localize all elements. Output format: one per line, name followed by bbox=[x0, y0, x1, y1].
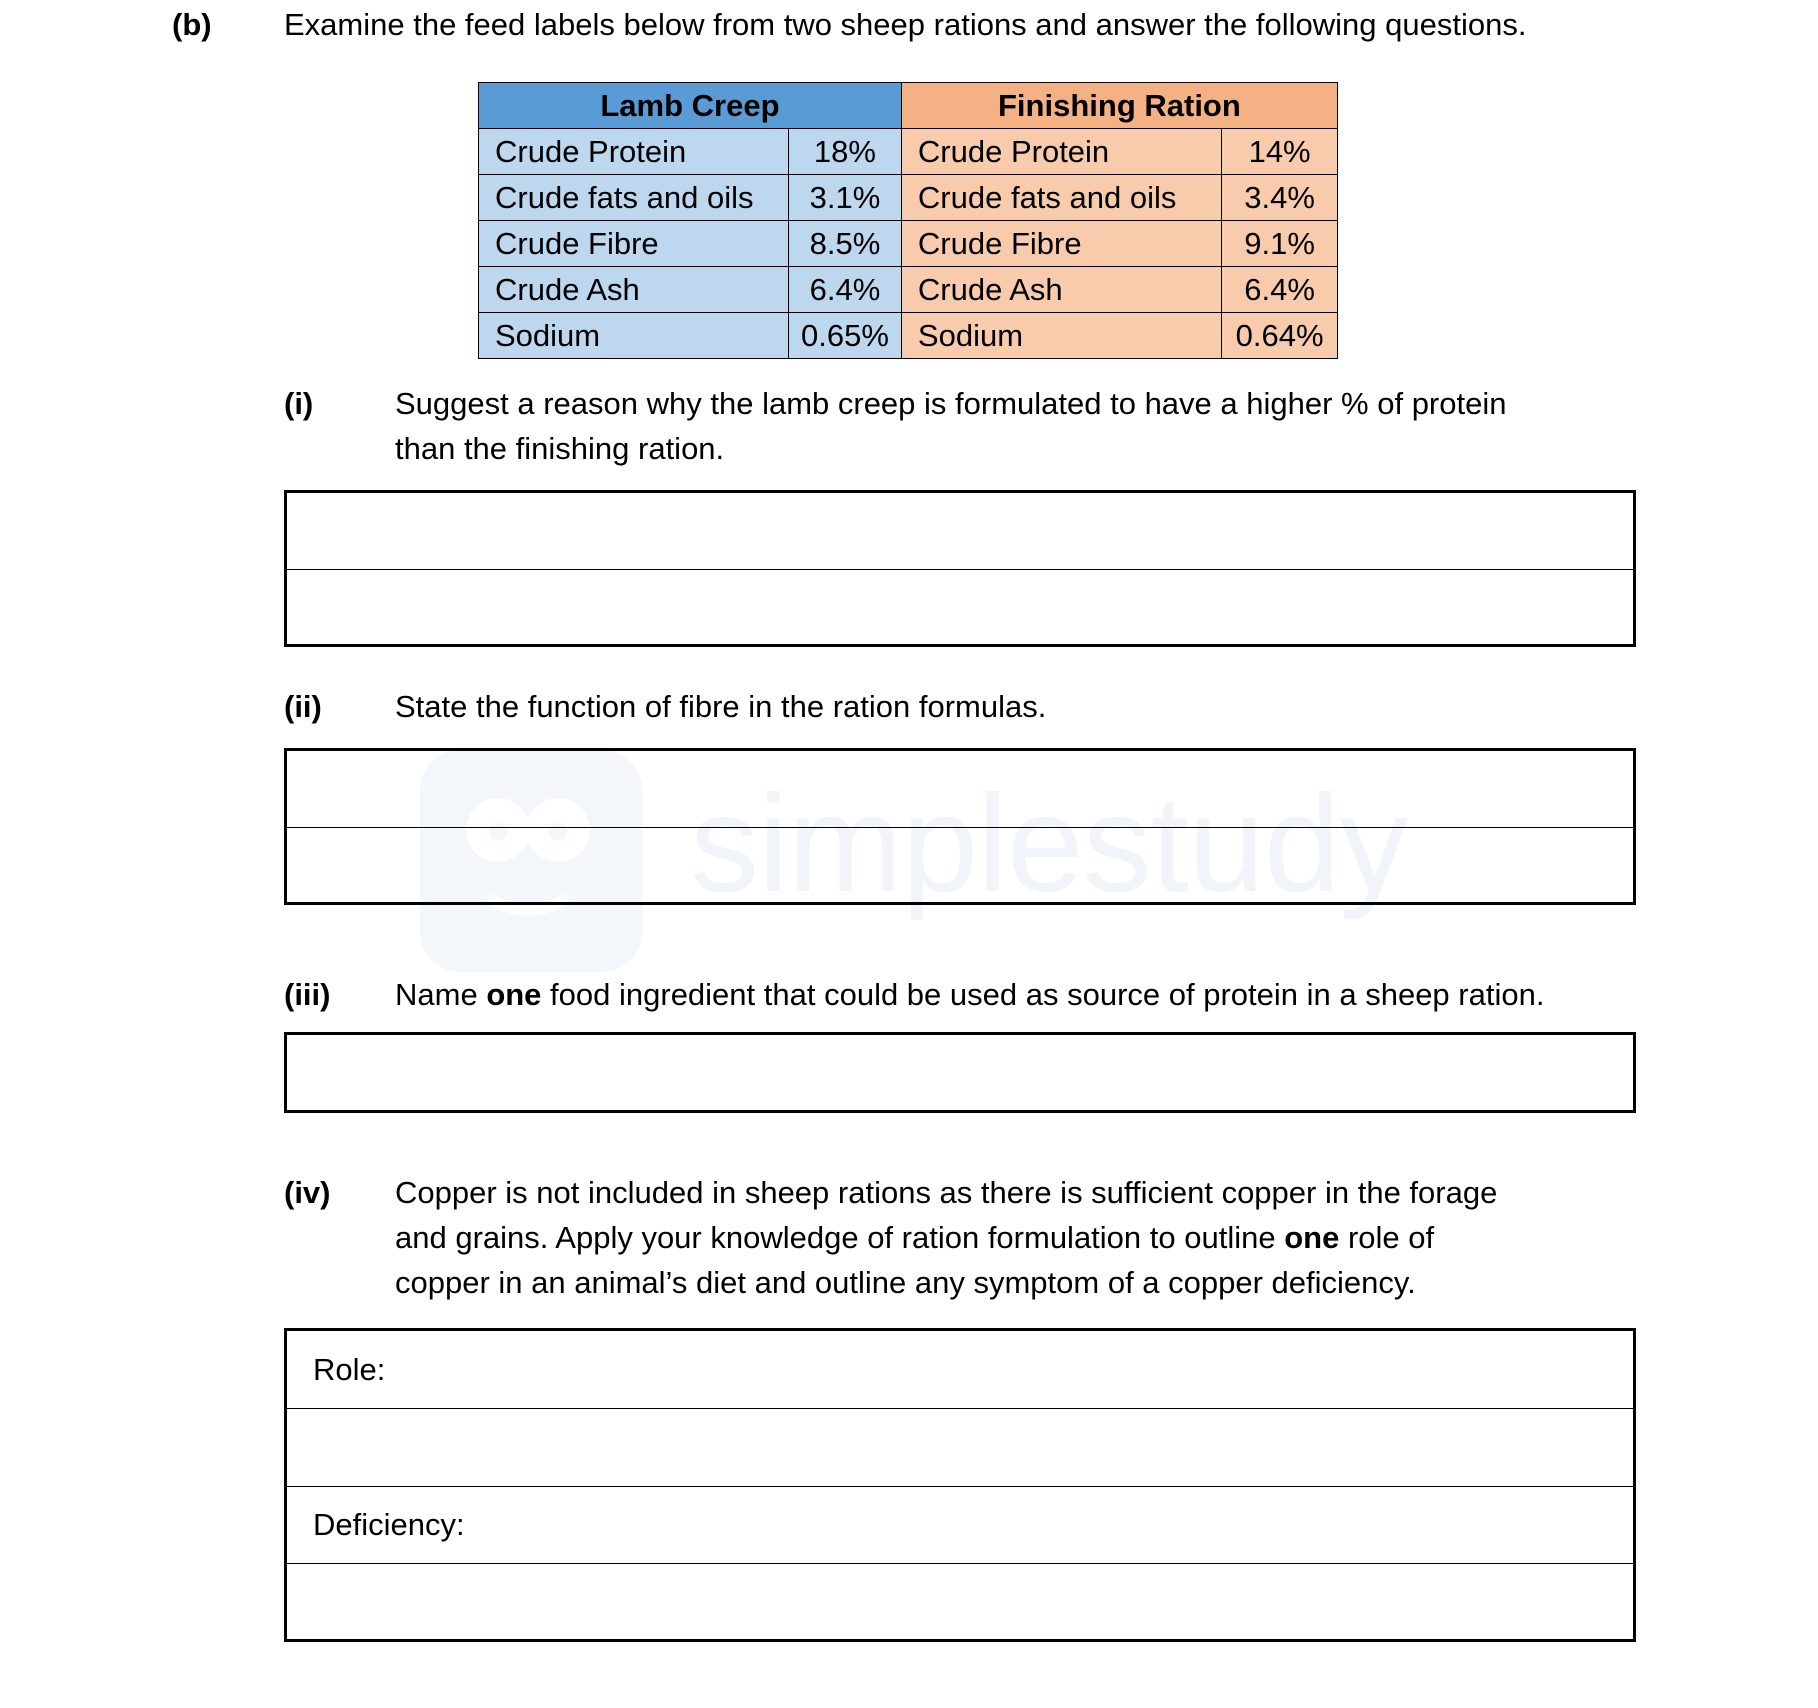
part-label: (b) bbox=[172, 7, 212, 42]
answer-line bbox=[287, 1408, 1633, 1409]
answer-line bbox=[287, 1563, 1633, 1564]
answer-box-iii[interactable] bbox=[284, 1032, 1636, 1113]
question-text-iii bbox=[395, 972, 1544, 1017]
question-label-i: (i) bbox=[284, 386, 314, 421]
question-text-ii: State the function of fibre in the ration formulas. bbox=[395, 689, 1047, 724]
answer-line bbox=[287, 1486, 1633, 1487]
question-label-ii: (ii) bbox=[284, 689, 322, 724]
answer-box-iv[interactable] bbox=[284, 1328, 1636, 1642]
answer-box-i[interactable] bbox=[284, 490, 1636, 647]
lamb-creep-nutrient: Crude Fibre bbox=[479, 221, 789, 267]
question-text-i-line2: than the finishing ration. bbox=[395, 431, 725, 466]
finishing-ration-value: 3.4% bbox=[1222, 175, 1338, 221]
finishing-ration-value: 6.4% bbox=[1222, 267, 1338, 313]
table-row bbox=[479, 313, 1338, 359]
finishing-ration-value: 0.64% bbox=[1222, 313, 1338, 359]
question-text-iv-line3: copper in an animal’s diet and outline any symptom of a copper deficiency. bbox=[395, 1265, 1416, 1300]
lamb-creep-nutrient: Crude Ash bbox=[479, 267, 789, 313]
finishing-ration-nutrient: Crude Fibre bbox=[901, 221, 1221, 267]
question-text-iii-post: food ingredient that could be used as source of protein in a sheep ration. bbox=[541, 977, 1545, 1012]
answer-box-ii[interactable] bbox=[284, 748, 1636, 905]
question-text-iv-line2-bold: one bbox=[1284, 1220, 1340, 1255]
deficiency-label: Deficiency: bbox=[313, 1507, 465, 1542]
lamb-creep-value: 6.4% bbox=[789, 267, 902, 313]
finishing-ration-header: Finishing Ration bbox=[901, 83, 1337, 129]
role-label: Role: bbox=[313, 1352, 386, 1387]
question-text-iv-line2 bbox=[395, 1215, 1434, 1260]
question-label-iv: (iv) bbox=[284, 1175, 331, 1210]
lamb-creep-nutrient: Crude fats and oils bbox=[479, 175, 789, 221]
finishing-ration-nutrient: Sodium bbox=[901, 313, 1221, 359]
question-label-iii: (iii) bbox=[284, 977, 331, 1012]
table-row bbox=[479, 129, 1338, 175]
finishing-ration-nutrient: Crude fats and oils bbox=[901, 175, 1221, 221]
question-text-iv-line2-post: role of bbox=[1339, 1220, 1435, 1255]
lamb-creep-nutrient: Sodium bbox=[479, 313, 789, 359]
question-text-iii-pre: Name bbox=[395, 977, 487, 1012]
feed-labels-table bbox=[478, 82, 1338, 359]
question-text-iv-line1: Copper is not included in sheep rations as there is sufficient copper in the forage bbox=[395, 1175, 1498, 1210]
answer-line bbox=[287, 827, 1633, 828]
table-row bbox=[479, 175, 1338, 221]
table-row bbox=[479, 221, 1338, 267]
finishing-ration-nutrient: Crude Protein bbox=[901, 129, 1221, 175]
lamb-creep-value: 3.1% bbox=[789, 175, 902, 221]
question-text-iv-line2-pre: and grains. Apply your knowledge of ration formulation to outline bbox=[395, 1220, 1285, 1255]
finishing-ration-nutrient: Crude Ash bbox=[901, 267, 1221, 313]
watermark-text: simplestudy bbox=[690, 767, 1408, 921]
intro-text: Examine the feed labels below from two sheep rations and answer the following questions. bbox=[284, 7, 1527, 42]
finishing-ration-value: 9.1% bbox=[1222, 221, 1338, 267]
question-text-i-line1: Suggest a reason why the lamb creep is formulated to have a higher % of protein bbox=[395, 386, 1507, 421]
answer-line bbox=[287, 569, 1633, 570]
lamb-creep-header: Lamb Creep bbox=[479, 83, 902, 129]
lamb-creep-nutrient: Crude Protein bbox=[479, 129, 789, 175]
lamb-creep-value: 8.5% bbox=[789, 221, 902, 267]
finishing-ration-value: 14% bbox=[1222, 129, 1338, 175]
lamb-creep-value: 18% bbox=[789, 129, 902, 175]
table-row bbox=[479, 267, 1338, 313]
lamb-creep-value: 0.65% bbox=[789, 313, 902, 359]
question-text-iii-bold: one bbox=[486, 977, 542, 1012]
table-header-row bbox=[479, 83, 1338, 129]
